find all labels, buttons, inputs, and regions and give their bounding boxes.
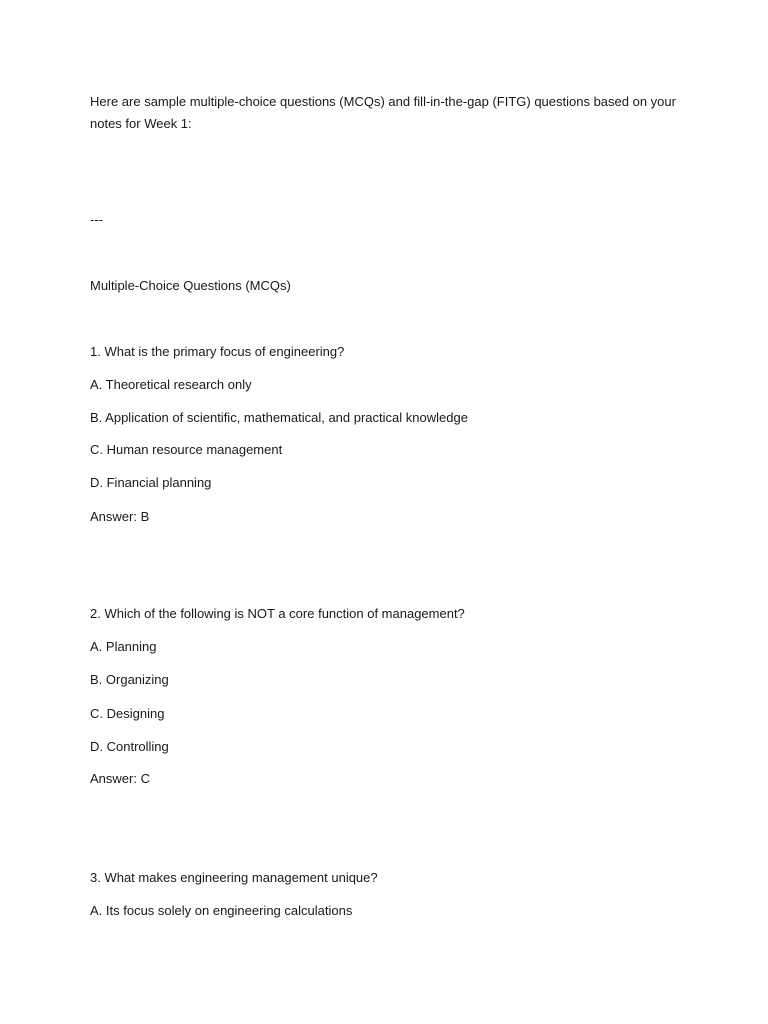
intro-paragraph: Here are sample multiple-choice questions (MCQs) and fill-in-the-gap (FITG) questions based on your notes for Week 1: xyxy=(90,94,676,131)
question-1-option-c: C. Human resource management xyxy=(90,442,283,457)
section-heading: Multiple-Choice Questions (MCQs) xyxy=(90,278,291,293)
question-2-text: 2. Which of the following is NOT a core function of management? xyxy=(90,606,465,621)
question-3-option-a: A. Its focus solely on engineering calculations xyxy=(90,903,353,918)
question-1-option-d: D. Financial planning xyxy=(90,475,212,490)
question-3-text: 3. What makes engineering management unique? xyxy=(90,870,378,885)
question-1-text: 1. What is the primary focus of engineering? xyxy=(90,344,345,359)
question-2-option-b: B. Organizing xyxy=(90,672,169,687)
question-1-option-b: B. Application of scientific, mathematical, and practical knowledge xyxy=(90,410,468,425)
question-2-answer: Answer: C xyxy=(90,771,150,786)
question-2-option-c: C. Designing xyxy=(90,706,165,721)
question-2-option-d: D. Controlling xyxy=(90,739,169,754)
question-1-answer: Answer: B xyxy=(90,509,150,524)
question-1-option-a: A. Theoretical research only xyxy=(90,377,252,392)
question-2-option-a: A. Planning xyxy=(90,639,157,654)
separator: --- xyxy=(90,212,103,227)
